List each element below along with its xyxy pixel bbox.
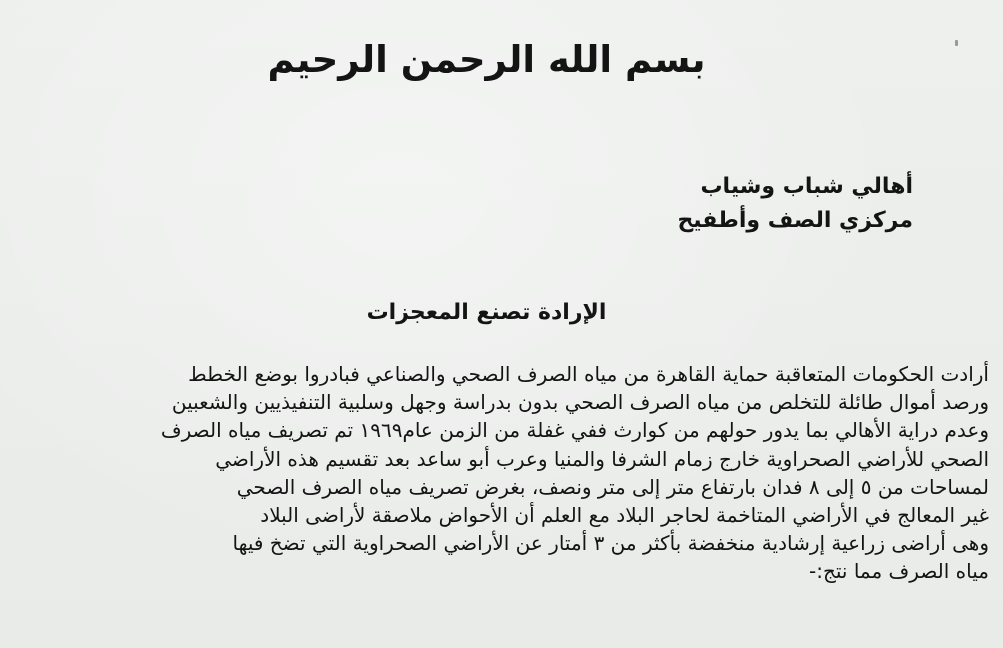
body-line: وعدم دراية الأهالي بما يدور حولهم من كوارث ففي غفلة من الزمن عام١٩٦٩ تم تصريف مياه الصرف — [160, 418, 989, 443]
body-line: وهى أراضى زراعية إرشادية منخفضة بأكثر من ٣ أمتار عن الأراضي الصحراوية التي تضخ فيها — [232, 531, 989, 556]
recipient-line-2: مركزي الصف وأطفيح — [677, 208, 913, 233]
body-line: غير المعالج في الأراضي المتاخمة لحاجر البلاد مع العلم أن الأحواض ملاصقة لأراضى البلاد — [260, 503, 989, 528]
body-line: ورصد أموال طائلة للتخلص من مياه الصرف الصحي بدون بدراسة وجهل وسلبية التنفيذيين والشعبين — [171, 390, 989, 415]
basmala-header: بسم الله الرحمن الرحيم — [267, 38, 706, 81]
body-line: مياه الصرف مما نتج:- — [809, 559, 989, 584]
recipient-block — [677, 170, 913, 238]
letter-heading: الإرادة تصنع المعجزات — [366, 300, 607, 325]
body-line: الصحي للأراضي الصحراوية خارج زمام الشرفا والمنيا وعرب أبو ساعد بعد تقسيم هذه الأراضي — [215, 446, 989, 471]
body-line: أرادت الحكومات المتعاقبة حماية القاهرة من مياه الصرف الصحي والصناعي فبادروا بوضع الخطط — [188, 362, 989, 386]
recipient-line-1: أهالي شباب وشياب — [700, 174, 913, 199]
letter-body — [72, 360, 989, 586]
body-line: لمساحات من ٥ إلى ٨ فدان بارتفاع متر إلى متر ونصف، بغرض تصريف مياه الصرف الصحي — [236, 474, 989, 499]
